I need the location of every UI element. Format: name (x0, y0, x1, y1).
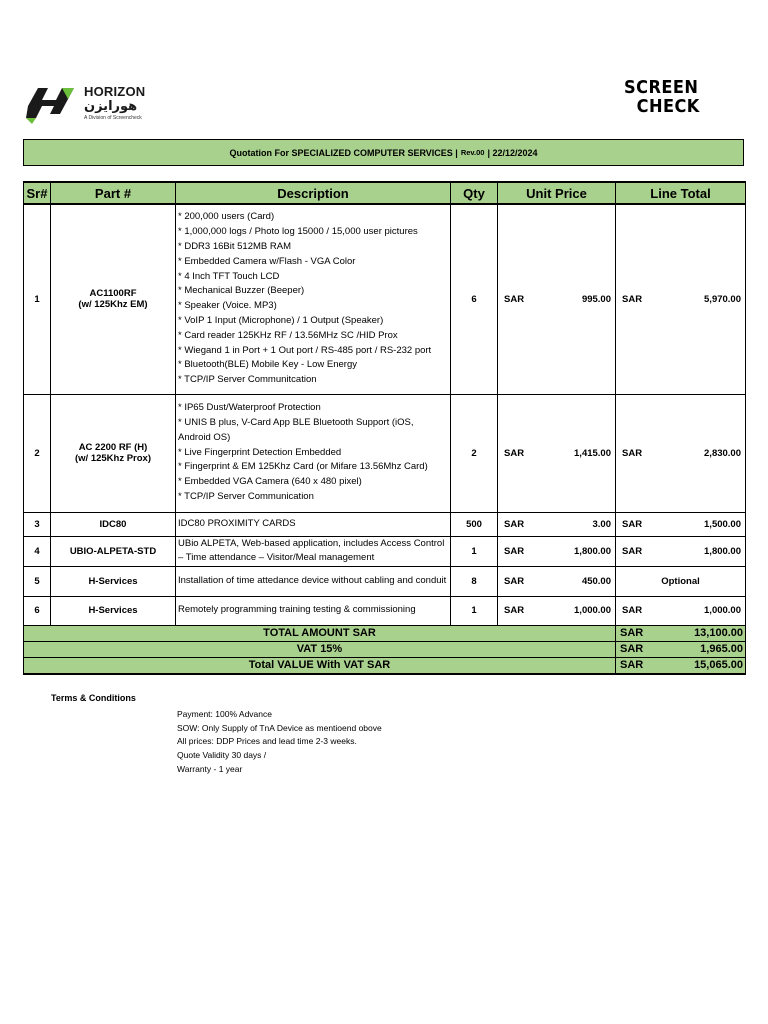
desc-line: * 4 Inch TFT Touch LCD (178, 270, 280, 282)
unit-currency: SAR (504, 447, 525, 459)
row-qty: 8 (451, 566, 498, 596)
row-line-total (616, 512, 746, 536)
terms-list (177, 708, 382, 777)
total-amount-value: 13,100.00 (694, 627, 743, 639)
desc-line: * Fingerprint & EM 125Khz Card (or Mifare 13.56Mhz Card) (178, 461, 428, 473)
desc-line: * TCP/IP Server Communication (178, 490, 314, 502)
row-unit-price (498, 512, 616, 536)
desc-line: * 200,000 users (Card) (178, 211, 275, 223)
total-currency: SAR (622, 447, 643, 459)
row-line-total (616, 536, 746, 566)
col-header-description: Description (176, 182, 451, 204)
table-row (24, 512, 746, 536)
desc-line: * Embedded Camera w/Flash - VGA Color (178, 255, 356, 267)
row-qty: 1 (451, 536, 498, 566)
grand-total-value: 15,065.00 (694, 659, 743, 671)
row-unit-price (498, 566, 616, 596)
unit-currency: SAR (504, 518, 525, 530)
row-sr: 2 (24, 394, 51, 512)
row-unit-price (498, 536, 616, 566)
row-part (51, 204, 176, 394)
horizon-logo (24, 82, 164, 128)
terms-item: Warranty - 1 year (177, 763, 243, 774)
horizon-subtitle: A Division of Screencheck (84, 115, 142, 121)
unit-price-value: 995.00 (581, 293, 611, 305)
row-sr: 5 (24, 566, 51, 596)
desc-line: * 1,000,000 logs / Photo log 15000 / 15,000 user pictures (178, 226, 418, 238)
quotation-title-bar (23, 139, 744, 166)
row-line-total (616, 204, 746, 394)
line-total-value: 1,000.00 (704, 605, 741, 616)
grand-total-label: Total VALUE With VAT SAR (24, 657, 616, 674)
vat-value: 1,965.00 (700, 643, 743, 655)
desc-line: * Wiegand 1 in Port + 1 Out port / RS-485 port / RS-232 port (178, 344, 432, 356)
total-currency: SAR (622, 293, 643, 305)
table-row (24, 536, 746, 566)
vat-cell (616, 641, 746, 657)
table-header-row (24, 182, 746, 204)
quotation-table (23, 181, 746, 675)
line-total-value: 5,970.00 (704, 293, 741, 305)
row-description (176, 204, 451, 394)
table-row (24, 596, 746, 625)
row-unit-price (498, 204, 616, 394)
line-total-value: 1,500.00 (704, 518, 741, 530)
row-description: Remotely programming training testing & commissioning (176, 596, 451, 625)
row-sr: 4 (24, 536, 51, 566)
horizon-name: HORIZON (84, 84, 146, 99)
vat-label: VAT 15% (24, 641, 616, 657)
row-qty: 2 (451, 394, 498, 512)
revision-label: Rev.00 (460, 148, 485, 157)
unit-price-value: 1,000.00 (574, 605, 611, 616)
line-total-value: 2,830.00 (704, 447, 741, 459)
terms-item: All prices: DDP Prices and lead time 2-3 weeks. (177, 736, 357, 747)
grand-total-row (24, 657, 746, 674)
row-line-total (616, 596, 746, 625)
table-row (24, 394, 746, 512)
row-line-total (616, 394, 746, 512)
row-description: IDC80 PROXIMITY CARDS (176, 512, 451, 536)
desc-line: * Embedded VGA Camera (640 x 480 pixel) (178, 476, 362, 488)
screencheck-line1: SCREEN (624, 77, 699, 98)
unit-currency: SAR (504, 545, 525, 557)
quotation-date: | 22/12/2024 (487, 147, 538, 158)
row-part-line2: (w/ 125Khz Prox) (74, 453, 152, 464)
row-unit-price (498, 394, 616, 512)
total-currency: SAR (622, 545, 643, 557)
quotation-title: Quotation For SPECIALIZED COMPUTER SERVICES | (229, 147, 458, 158)
total-amount-cell (616, 625, 746, 641)
desc-line: * Speaker (Voice. MP3) (178, 300, 277, 312)
desc-line: * IP65 Dust/Waterproof Protection (178, 402, 321, 414)
desc-line: * Mechanical Buzzer (Beeper) (178, 285, 305, 297)
row-line-total-optional: Optional (616, 566, 746, 596)
row-sr: 1 (24, 204, 51, 394)
unit-currency: SAR (504, 575, 525, 587)
desc-line: * DDR3 16Bit 512MB RAM (178, 241, 291, 253)
row-sr: 6 (24, 596, 51, 625)
desc-line: * VoIP 1 Input (Microphone) / 1 Output (Speaker) (178, 315, 384, 327)
grand-total-currency: SAR (620, 659, 644, 671)
col-header-qty: Qty (451, 182, 498, 204)
unit-price-value: 1,800.00 (574, 545, 611, 557)
row-part-line1: AC1100RF (89, 288, 137, 300)
total-amount-currency: SAR (620, 627, 644, 639)
row-qty: 500 (451, 512, 498, 536)
total-amount-label: TOTAL AMOUNT SAR (24, 625, 616, 641)
col-header-sr: Sr# (24, 182, 51, 204)
desc-line: * Live Fingerprint Detection Embedded (178, 446, 342, 458)
unit-price-value: 3.00 (592, 518, 611, 530)
col-header-part: Part # (51, 182, 176, 204)
terms-item: Payment: 100% Advance (177, 709, 272, 719)
row-description (176, 394, 451, 512)
desc-line: * TCP/IP Server Communitcation (178, 374, 317, 386)
row-part: H-Services (51, 596, 176, 625)
row-part-line1: AC 2200 RF (H) (78, 442, 148, 453)
row-unit-price (498, 596, 616, 625)
row-description: UBio ALPETA, Web-based application, includes Access Control – Time attendance – Visitor/Meal management (176, 536, 451, 566)
row-part-line2: (w/ 125Khz EM) (78, 299, 148, 311)
grand-total-cell (616, 657, 746, 674)
line-total-value: 1,800.00 (704, 545, 741, 557)
row-sr: 3 (24, 512, 51, 536)
screencheck-line2: CHECK (636, 96, 700, 117)
horizon-arabic-name: هورايزن (84, 98, 138, 113)
row-part: UBIO-ALPETA-STD (51, 536, 176, 566)
terms-item: Quote Validity 30 days / (177, 750, 267, 761)
col-header-unit-price: Unit Price (498, 182, 616, 204)
col-header-line-total: Line Total (616, 182, 746, 204)
row-qty: 1 (451, 596, 498, 625)
unit-currency: SAR (504, 293, 525, 305)
row-part (51, 394, 176, 512)
terms-item: SOW: Only Supply of TnA Device as mentioend obove (177, 722, 382, 733)
vat-currency: SAR (620, 643, 644, 655)
row-qty: 6 (451, 204, 498, 394)
total-amount-row (24, 625, 746, 641)
row-description: Installation of time attedance device without cabling and conduit (176, 566, 451, 596)
total-currency: SAR (622, 605, 643, 616)
unit-currency: SAR (504, 605, 525, 616)
row-part: H-Services (51, 566, 176, 596)
unit-price-value: 450.00 (581, 575, 611, 587)
horizon-mark-icon (24, 84, 76, 124)
row-part: IDC80 (51, 512, 176, 536)
unit-price-value: 1,415.00 (574, 447, 611, 459)
total-currency: SAR (622, 518, 643, 530)
desc-line: * UNIS B plus, V-Card App BLE Bluetooth Support (iOS, Android OS) (178, 417, 414, 443)
terms-title: Terms & Conditions (51, 693, 136, 703)
table-row (24, 204, 746, 394)
screencheck-logo (624, 78, 718, 122)
desc-line: * Bluetooth(BLE) Mobile Key - Low Energy (178, 359, 358, 371)
desc-line: * Card reader 125KHz RF / 13.56MHz SC /HID Prox (178, 329, 398, 341)
vat-row (24, 641, 746, 657)
table-row (24, 566, 746, 596)
